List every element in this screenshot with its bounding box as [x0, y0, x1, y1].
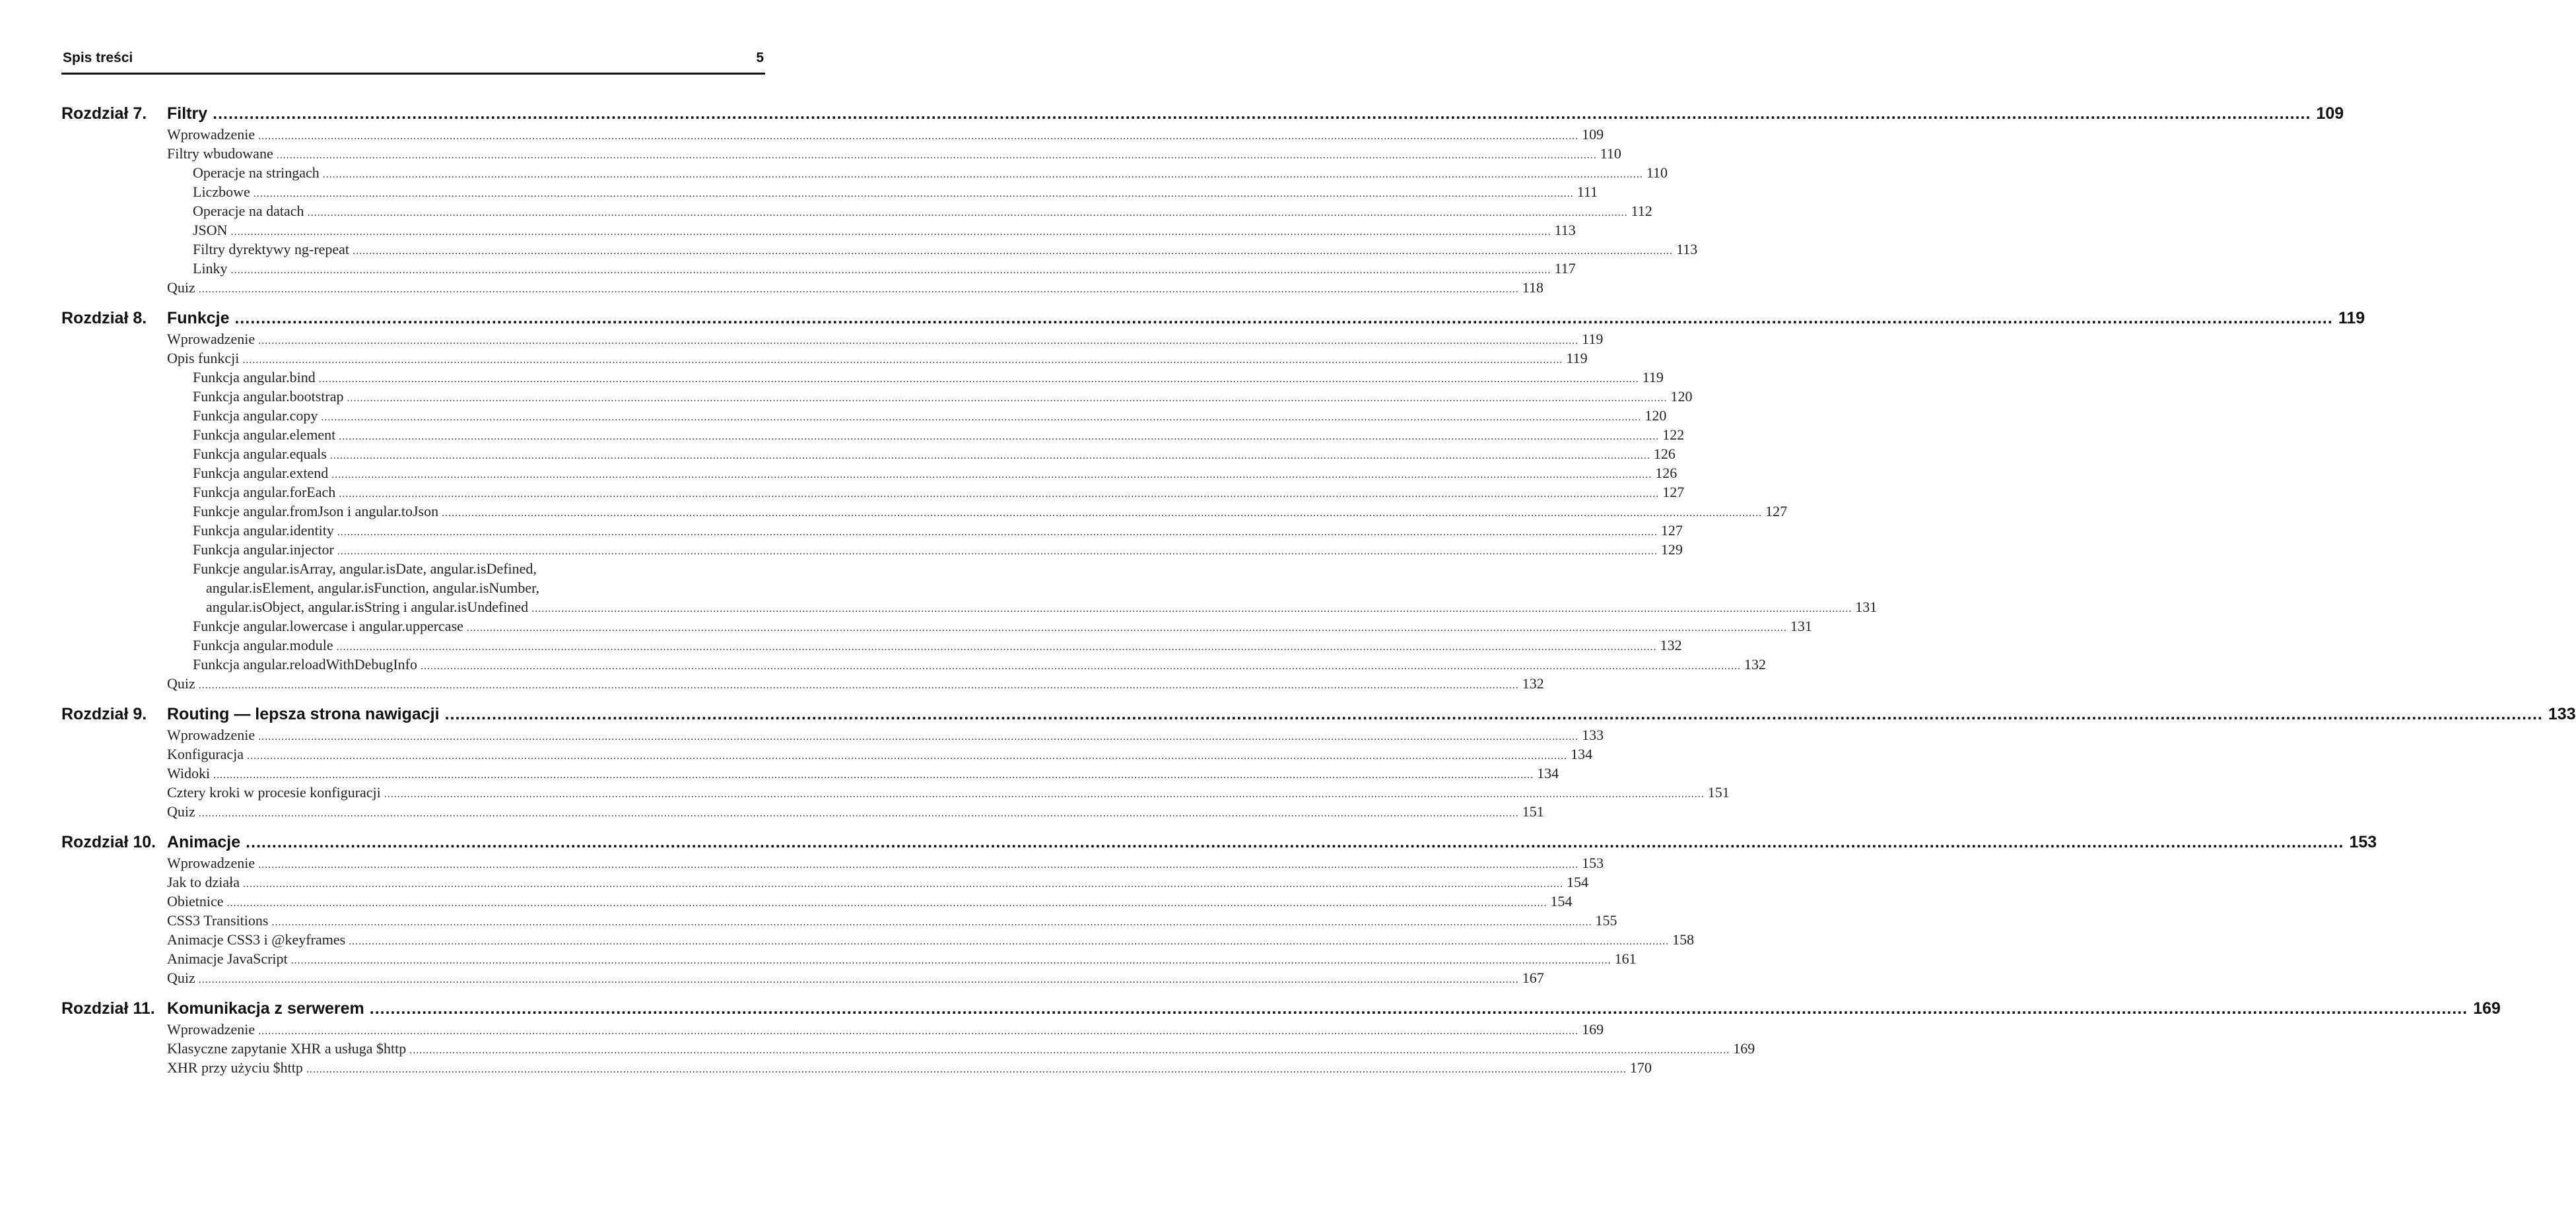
- entry-title: Funkcja angular.bootstrap: [193, 388, 344, 405]
- dot-leader: ................................................................................................................................................................................................................................................................................................................................................................................................................: [318, 374, 1639, 385]
- toc-entry[interactable]: [61, 145, 1621, 164]
- chapter-number: Rozdział 7.: [61, 104, 147, 123]
- dot-leader: ................................................................................................................................................................................................................................................................................................................................................................................................................: [444, 705, 2543, 723]
- dot-leader: ................................................................................................................................................................................................................................................................................................................................................................................................................: [246, 833, 2344, 851]
- dot-leader: ................................................................................................................................................................................................................................................................................................................................................................................................................: [339, 431, 1660, 442]
- entry-page: 122: [1662, 426, 1685, 443]
- entry-title: Operacje na datach: [193, 203, 304, 219]
- entry-title: Quiz: [167, 279, 195, 296]
- toc-entry[interactable]: [61, 426, 1685, 446]
- entry-title: Funkcja angular.element: [193, 426, 336, 443]
- dot-leader: ................................................................................................................................................................................................................................................................................................................................................................................................................: [349, 936, 1670, 947]
- toc-entry[interactable]: [61, 637, 1682, 656]
- dot-leader: ................................................................................................................................................................................................................................................................................................................................................................................................................: [230, 226, 1551, 238]
- entry-page: 169: [1733, 1040, 1755, 1057]
- entry-page: 134: [1537, 765, 1559, 781]
- chapter-page: 119: [2338, 309, 2365, 327]
- dot-leader: ................................................................................................................................................................................................................................................................................................................................................................................................................: [276, 150, 1597, 161]
- toc-entry[interactable]: [61, 803, 1544, 822]
- chapter-number: Rozdział 8.: [61, 309, 147, 327]
- dot-leader: ................................................................................................................................................................................................................................................................................................................................................................................................................: [213, 770, 1534, 781]
- toc-entry[interactable]: [61, 183, 1598, 203]
- toc-entry[interactable]: [61, 765, 1559, 784]
- table-of-contents: [61, 104, 2576, 1089]
- entry-page: 132: [1522, 675, 1544, 692]
- toc-entry[interactable]: [61, 541, 1683, 560]
- dot-leader: ................................................................................................................................................................................................................................................................................................................................................................................................................: [466, 622, 1787, 634]
- toc-entry[interactable]: [61, 203, 1652, 222]
- dot-leader: ................................................................................................................................................................................................................................................................................................................................................................................................................: [242, 354, 1563, 366]
- entry-page: 113: [1554, 222, 1576, 238]
- chapter-section: [61, 104, 2344, 298]
- entry-page: 132: [1660, 637, 1682, 653]
- entry-page: 119: [1642, 369, 1664, 385]
- entry-page: 154: [1566, 874, 1588, 890]
- entry-title: Liczbowe: [193, 183, 250, 200]
- entry-page: 170: [1629, 1059, 1652, 1076]
- dot-leader: ................................................................................................................................................................................................................................................................................................................................................................................................................: [336, 642, 1657, 653]
- toc-entry[interactable]: [61, 1021, 1604, 1040]
- entry-page: 127: [1662, 484, 1685, 500]
- entry-title: Filtry wbudowane: [167, 145, 273, 162]
- chapter-title: Funkcje: [167, 309, 230, 327]
- entry-title: Wprowadzenie: [167, 331, 255, 347]
- toc-entry[interactable]: [61, 164, 1668, 183]
- entry-page: 151: [1522, 803, 1544, 820]
- entry-page: 118: [1522, 279, 1543, 296]
- chapter-number: Rozdział 11.: [61, 999, 155, 1018]
- chapter-title: Filtry: [167, 104, 208, 123]
- entry-title: Wprowadzenie: [167, 855, 255, 871]
- dot-leader: ................................................................................................................................................................................................................................................................................................................................................................................................................: [213, 104, 2311, 123]
- entry-page: 109: [1582, 126, 1604, 143]
- toc-entry[interactable]: [61, 260, 1576, 279]
- entry-title: Animacje CSS3 i @keyframes: [167, 931, 346, 948]
- entry-title: Operacje na stringach: [193, 164, 320, 181]
- entry-title: Funkcja angular.forEach: [193, 484, 336, 500]
- dot-leader: ................................................................................................................................................................................................................................................................................................................................................................................................................: [339, 488, 1660, 500]
- entry-page: 120: [1644, 407, 1667, 424]
- toc-entry[interactable]: [61, 241, 1698, 260]
- entry-title: Quiz: [167, 970, 195, 986]
- chapter-section: [61, 833, 2377, 989]
- entry-page: 134: [1571, 746, 1593, 762]
- dot-leader: ................................................................................................................................................................................................................................................................................................................................................................................................................: [290, 955, 1611, 966]
- entry-page: 132: [1744, 656, 1767, 673]
- entry-title: Funkcja angular.identity: [193, 522, 334, 539]
- dot-leader: ................................................................................................................................................................................................................................................................................................................................................................................................................: [306, 1064, 1627, 1075]
- entry-page: 127: [1765, 503, 1788, 519]
- entry-title: Funkcja angular.copy: [193, 407, 318, 424]
- dot-leader: ................................................................................................................................................................................................................................................................................................................................................................................................................: [321, 412, 1642, 423]
- entry-page: 151: [1707, 784, 1730, 801]
- dot-leader: ................................................................................................................................................................................................................................................................................................................................................................................................................: [198, 974, 1519, 985]
- entry-title: Quiz: [167, 803, 195, 820]
- entry-title: Wprowadzenie: [167, 1021, 255, 1038]
- entry-title: Widoki: [167, 765, 211, 781]
- entry-page: 110: [1600, 145, 1621, 162]
- entry-page: 158: [1672, 931, 1695, 948]
- dot-leader: ................................................................................................................................................................................................................................................................................................................................................................................................................: [242, 878, 1563, 890]
- chapter-heading[interactable]: [61, 104, 2344, 126]
- toc-entry[interactable]: [61, 484, 1685, 503]
- dot-leader: ................................................................................................................................................................................................................................................................................................................................................................................................................: [421, 661, 1742, 672]
- entry-page: 167: [1522, 970, 1544, 986]
- entry-title: Wprowadzenie: [167, 727, 255, 743]
- toc-entry[interactable]: [61, 950, 1637, 970]
- toc-entry[interactable]: [61, 855, 1604, 874]
- entry-page: 117: [1554, 260, 1576, 277]
- entry-page: 155: [1595, 912, 1617, 929]
- dot-leader: ................................................................................................................................................................................................................................................................................................................................................................................................................: [258, 731, 1579, 742]
- toc-entry[interactable]: [61, 388, 1693, 407]
- dot-leader: ................................................................................................................................................................................................................................................................................................................................................................................................................: [226, 898, 1547, 909]
- dot-leader: ................................................................................................................................................................................................................................................................................................................................................................................................................: [369, 999, 2468, 1018]
- entry-title: Opis funkcji: [167, 350, 240, 366]
- entry-page: 126: [1653, 446, 1676, 462]
- toc-entry[interactable]: [61, 675, 1544, 694]
- dot-leader: ................................................................................................................................................................................................................................................................................................................................................................................................................: [258, 859, 1579, 871]
- entry-page: 161: [1614, 950, 1637, 967]
- toc-entry[interactable]: [61, 656, 1767, 675]
- toc-entry[interactable]: [61, 784, 1730, 803]
- entry-title: Funkcje angular.fromJson i angular.toJson: [193, 503, 439, 519]
- chapter-heading[interactable]: [61, 705, 2576, 727]
- entry-title: Funkcja angular.equals: [193, 446, 327, 462]
- chapter-heading[interactable]: [61, 833, 2377, 855]
- toc-entry[interactable]: [61, 560, 1878, 618]
- entry-title: Linky: [193, 260, 228, 277]
- dot-leader: ................................................................................................................................................................................................................................................................................................................................................................................................................: [198, 808, 1519, 819]
- toc-entry[interactable]: [61, 618, 1812, 637]
- entry-title: Funkcje angular.lowercase i angular.uppercase: [193, 618, 463, 634]
- chapter-title: Animacje: [167, 833, 241, 851]
- entry-page: 129: [1660, 541, 1683, 558]
- entry-page: 131: [1855, 599, 1878, 615]
- entry-page: 112: [1631, 203, 1652, 219]
- entry-title: Jak to działa: [167, 874, 240, 890]
- chapter-section: [61, 309, 2365, 694]
- entry-page: 127: [1660, 522, 1683, 539]
- dot-leader: ................................................................................................................................................................................................................................................................................................................................................................................................................: [198, 284, 1519, 295]
- entry-title: Funkcja angular.module: [193, 637, 333, 653]
- toc-entry[interactable]: [61, 912, 1617, 931]
- page-header: [61, 50, 765, 75]
- toc-entry[interactable]: [61, 369, 1664, 388]
- entry-page: 119: [1582, 331, 1604, 347]
- toc-entry[interactable]: [61, 727, 1604, 746]
- dot-leader: ................................................................................................................................................................................................................................................................................................................................................................................................................: [234, 309, 2333, 327]
- dot-leader: ................................................................................................................................................................................................................................................................................................................................................................................................................: [253, 188, 1574, 199]
- entry-page: 113: [1676, 241, 1698, 257]
- toc-entry[interactable]: [61, 465, 1678, 484]
- entry-title: Klasyczne zapytanie XHR a usługa $http: [167, 1040, 407, 1057]
- entry-title-line: angular.isObject, angular.isString i angular.isUndefined: [206, 599, 529, 615]
- toc-entry[interactable]: [61, 746, 1593, 765]
- entry-title: Animacje JavaScript: [167, 950, 288, 967]
- entry-title: Funkcja angular.injector: [193, 541, 334, 558]
- chapter-title: Komunikacja z serwerem: [167, 999, 364, 1018]
- toc-entry[interactable]: [61, 222, 1576, 241]
- toc-entry[interactable]: [61, 407, 1667, 426]
- dot-leader: ................................................................................................................................................................................................................................................................................................................................................................................................................: [247, 750, 1568, 762]
- entry-title: Quiz: [167, 675, 195, 692]
- dot-leader: ................................................................................................................................................................................................................................................................................................................................................................................................................: [271, 917, 1592, 928]
- entry-title: Konfiguracja: [167, 746, 244, 762]
- dot-leader: ................................................................................................................................................................................................................................................................................................................................................................................................................: [230, 265, 1551, 276]
- entry-page: 131: [1790, 618, 1812, 634]
- dot-leader: ................................................................................................................................................................................................................................................................................................................................................................................................................: [353, 246, 1674, 257]
- chapter-heading[interactable]: [61, 999, 2501, 1021]
- toc-entry[interactable]: [61, 350, 1588, 369]
- entry-title: Filtry dyrektywy ng-repeat: [193, 241, 350, 257]
- entry-page: 133: [1582, 727, 1604, 743]
- chapter-page: 169: [2473, 999, 2501, 1018]
- dot-leader: ................................................................................................................................................................................................................................................................................................................................................................................................................: [337, 546, 1658, 557]
- chapter-page: 153: [2349, 833, 2377, 851]
- chapter-title: Routing — lepsza strona nawigacji: [167, 705, 440, 723]
- dot-leader: ................................................................................................................................................................................................................................................................................................................................................................................................................: [442, 508, 1763, 519]
- chapter-section: [61, 705, 2576, 822]
- chapter-number: Rozdział 10.: [61, 833, 156, 851]
- entry-title: Wprowadzenie: [167, 126, 255, 143]
- dot-leader: ................................................................................................................................................................................................................................................................................................................................................................................................................: [322, 169, 1643, 180]
- entry-title: Funkcja angular.bind: [193, 369, 316, 385]
- chapter-heading[interactable]: [61, 309, 2365, 331]
- chapter-page: 109: [2316, 104, 2344, 123]
- running-title: Spis treści: [63, 50, 133, 65]
- dot-leader: ................................................................................................................................................................................................................................................................................................................................................................................................................: [258, 131, 1579, 142]
- dot-leader: ................................................................................................................................................................................................................................................................................................................................................................................................................: [384, 789, 1705, 800]
- dot-leader: ................................................................................................................................................................................................................................................................................................................................................................................................................: [198, 680, 1519, 691]
- toc-entry[interactable]: [61, 1040, 1755, 1059]
- entry-page: 126: [1655, 465, 1678, 481]
- entry-title: XHR przy użyciu $http: [167, 1059, 303, 1076]
- toc-entry[interactable]: [61, 126, 1604, 145]
- dot-leader: ................................................................................................................................................................................................................................................................................................................................................................................................................: [307, 207, 1628, 218]
- chapter-page: 133: [2548, 705, 2576, 723]
- entry-page: 154: [1550, 893, 1573, 909]
- toc-entry[interactable]: [61, 970, 1544, 989]
- toc-entry[interactable]: [61, 279, 1543, 298]
- chapter-section: [61, 999, 2501, 1078]
- dot-leader: ................................................................................................................................................................................................................................................................................................................................................................................................................: [337, 527, 1658, 538]
- dot-leader: ................................................................................................................................................................................................................................................................................................................................................................................................................: [258, 335, 1579, 346]
- entry-title: CSS3 Transitions: [167, 912, 269, 929]
- toc-entry[interactable]: [61, 331, 1604, 350]
- chapter-number: Rozdział 9.: [61, 705, 147, 723]
- dot-leader: ................................................................................................................................................................................................................................................................................................................................................................................................................: [531, 603, 1852, 614]
- toc-entry[interactable]: [61, 874, 1588, 893]
- entry-title: Funkcja angular.extend: [193, 465, 329, 481]
- entry-title: Funkcja angular.reloadWithDebugInfo: [193, 656, 418, 673]
- toc-entry[interactable]: [61, 893, 1573, 912]
- toc-entry[interactable]: [61, 931, 1695, 950]
- toc-entry[interactable]: [61, 446, 1676, 465]
- entry-title: JSON: [193, 222, 228, 238]
- toc-entry[interactable]: [61, 503, 1788, 522]
- entry-title-line: angular.isElement, angular.isFunction, angular.isNumber,: [206, 579, 540, 596]
- entry-title: Obietnice: [167, 893, 224, 909]
- dot-leader: ................................................................................................................................................................................................................................................................................................................................................................................................................: [331, 469, 1652, 480]
- dot-leader: ................................................................................................................................................................................................................................................................................................................................................................................................................: [258, 1026, 1579, 1037]
- dot-leader: ................................................................................................................................................................................................................................................................................................................................................................................................................: [409, 1045, 1730, 1056]
- entry-page: 119: [1566, 350, 1588, 366]
- toc-entry[interactable]: [61, 522, 1683, 541]
- entry-page: 169: [1582, 1021, 1604, 1038]
- entry-last-line: [193, 599, 1878, 618]
- dot-leader: ................................................................................................................................................................................................................................................................................................................................................................................................................: [347, 393, 1668, 404]
- entry-page: 111: [1576, 183, 1598, 200]
- entry-page: 153: [1582, 855, 1604, 871]
- dot-leader: ................................................................................................................................................................................................................................................................................................................................................................................................................: [329, 450, 1650, 461]
- entry-page: 120: [1670, 388, 1693, 405]
- entry-page: 110: [1646, 164, 1668, 181]
- toc-entry[interactable]: [61, 1059, 1652, 1078]
- page-number: 5: [756, 50, 764, 65]
- entry-title: Cztery kroki w procesie konfiguracji: [167, 784, 381, 801]
- entry-title-line: Funkcje angular.isArray, angular.isDate, angular.isDefined,: [193, 560, 537, 577]
